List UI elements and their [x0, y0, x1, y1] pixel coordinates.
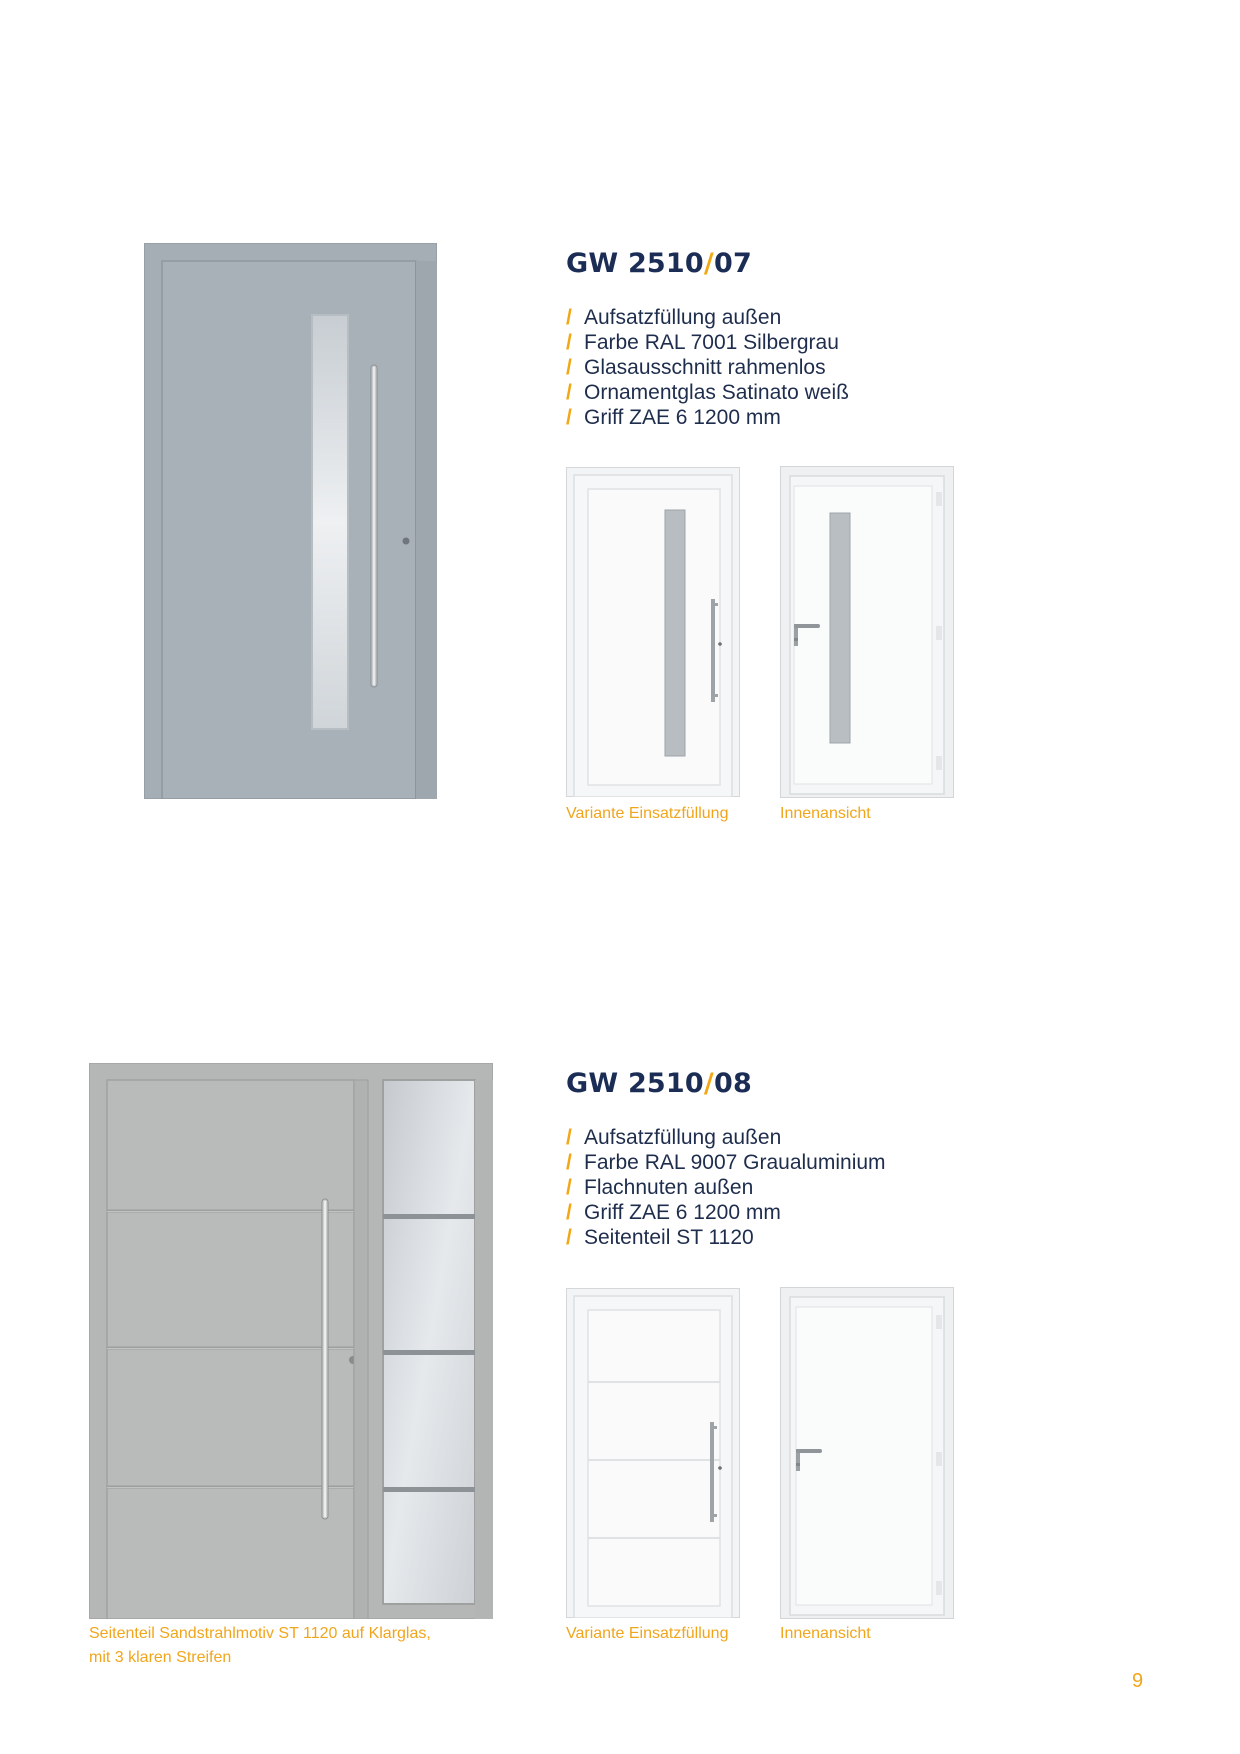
slash-bullet-icon: / [566, 1126, 572, 1149]
caption-sidepanel [89, 1622, 431, 1670]
feature-list-2 [566, 1125, 886, 1250]
slash-bullet-icon: / [566, 1151, 572, 1174]
slash-bullet-icon: / [566, 406, 572, 429]
page-number: 9 [1132, 1670, 1144, 1692]
feature-item: / Farbe RAL 9007 Graualuminium [566, 1151, 886, 1174]
model-prefix: GW 2510 [566, 248, 704, 279]
slash-bullet-icon: / [566, 356, 572, 379]
feature-item: / Ornamentglas Satinato weiß [566, 381, 849, 404]
model-separator: / [703, 1068, 714, 1099]
door-variant-image-2 [566, 1288, 740, 1618]
model-suffix: 07 [713, 248, 752, 279]
model-prefix: GW 2510 [566, 1068, 704, 1099]
model-separator: / [703, 248, 714, 279]
feature-item: / Flachnuten außen [566, 1176, 754, 1199]
product-title-1 [566, 248, 752, 279]
caption-sidepanel-line1: Seitenteil Sandstrahlmotiv ST 1120 auf Klarglas, [89, 1625, 431, 1642]
slash-bullet-icon: / [566, 1176, 572, 1199]
door-inside-image-2 [780, 1287, 954, 1619]
model-suffix: 08 [713, 1068, 752, 1099]
door-image-gw2510-08 [89, 1063, 493, 1619]
door-image-gw2510-07 [144, 243, 437, 799]
slash-bullet-icon: / [566, 331, 572, 354]
feature-list-1 [566, 305, 849, 430]
feature-item: / Seitenteil ST 1120 [566, 1226, 754, 1249]
caption-variant-1: Variante Einsatzfüllung [566, 805, 729, 822]
feature-item: / Griff ZAE 6 1200 mm [566, 1201, 781, 1224]
feature-item: / Griff ZAE 6 1200 mm [566, 406, 781, 429]
feature-item: / Glasausschnitt rahmenlos [566, 356, 826, 379]
feature-item: / Aufsatzfüllung außen [566, 1126, 782, 1149]
caption-variant-2: Variante Einsatzfüllung [566, 1625, 729, 1642]
slash-bullet-icon: / [566, 1226, 572, 1249]
caption-inside-1: Innenansicht [780, 805, 871, 822]
slash-bullet-icon: / [566, 1201, 572, 1224]
door-inside-image-1 [780, 466, 954, 798]
caption-inside-2: Innenansicht [780, 1625, 871, 1642]
slash-bullet-icon: / [566, 381, 572, 404]
feature-item: / Farbe RAL 7001 Silbergrau [566, 331, 839, 354]
caption-sidepanel-line2: mit 3 klaren Streifen [89, 1649, 232, 1666]
door-variant-image-1 [566, 467, 740, 797]
product-title-2 [566, 1068, 752, 1099]
slash-bullet-icon: / [566, 306, 572, 329]
feature-item: / Aufsatzfüllung außen [566, 306, 782, 329]
